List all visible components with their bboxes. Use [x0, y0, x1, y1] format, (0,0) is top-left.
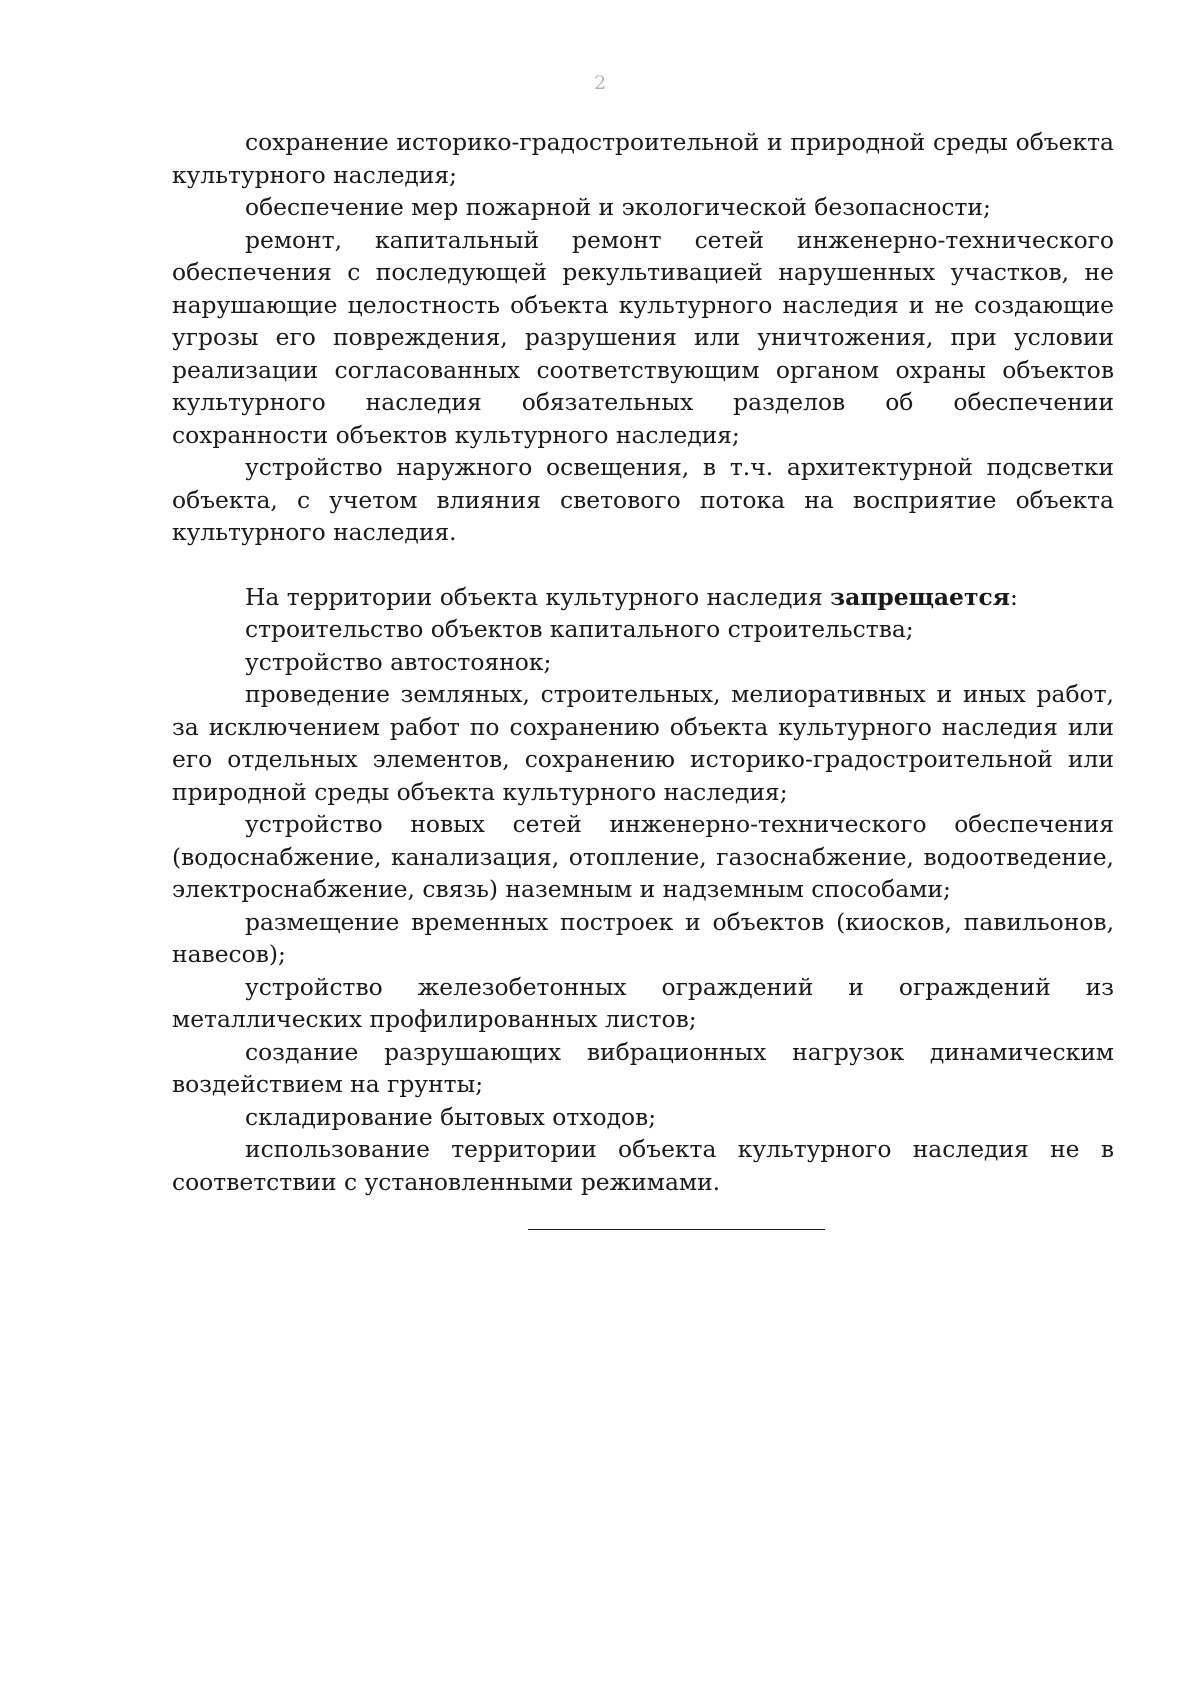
permitted-item: обеспечение мер пожарной и экологической безопасности;	[245, 193, 991, 221]
permitted-item: сохранение историко-градостроительной и природной среды объекта культурного наследия;	[172, 128, 1114, 189]
prohibition-heading-emphasis: запрещается	[830, 582, 1010, 611]
document-body	[172, 126, 1114, 1198]
prohibited-item: проведение земляных, строительных, мелиоративных и иных работ, за исключением работ по сохранению объекта культурного наследия или его отдельных элементов, сохранению историко-градостроительной или природной среды объекта культурного наследия;	[172, 680, 1114, 806]
permitted-item: ремонт, капитальный ремонт сетей инженерно-технического обеспечения с последующей рекультивацией нарушенных участков, не нарушающие целостность объекта культурного наследия и не создающие угрозы его повреждения, разрушения или уничтожения, при условии реализации согласованных соответствующим органом охраны объектов культурного наследия обязательных разделов об обеспечении сохранности объектов культурного наследия;	[172, 225, 1114, 449]
section-gap	[172, 549, 1114, 581]
prohibited-item: использование территории объекта культурного наследия не в соответствии с установленными режимами.	[172, 1135, 1114, 1196]
closing-rule	[528, 1229, 825, 1230]
prohibition-heading	[172, 581, 1114, 614]
prohibited-item: складирование бытовых отходов;	[245, 1102, 657, 1131]
prohibited-item: устройство автостоянок;	[245, 647, 552, 676]
prohibited-item: строительство объектов капитального строительства;	[245, 615, 914, 643]
prohibition-heading-tail: :	[1009, 582, 1018, 611]
prohibited-item: создание разрушающих вибрационных нагрузок динамическим воздействием на грунты;	[172, 1037, 1114, 1098]
prohibited-item: устройство железобетонных ограждений и ограждений из металлических профилированных листов;	[172, 972, 1114, 1033]
prohibited-item: устройство новых сетей инженерно-технического обеспечения (водоснабжение, канализация, отопление, газоснабжение, водоотведение, электроснабжение, связь) наземным и надземным способами;	[172, 810, 1114, 903]
permitted-item: устройство наружного освещения, в т.ч. архитектурной подсветки объекта, с учетом влияния светового потока на восприятие объекта культурного наследия.	[172, 453, 1114, 546]
page-number: 2	[593, 72, 607, 94]
prohibited-item: размещение временных построек и объектов (киосков, павильонов, навесов);	[172, 907, 1114, 968]
prohibition-heading-lead: На территории объекта культурного наследия	[245, 582, 831, 611]
